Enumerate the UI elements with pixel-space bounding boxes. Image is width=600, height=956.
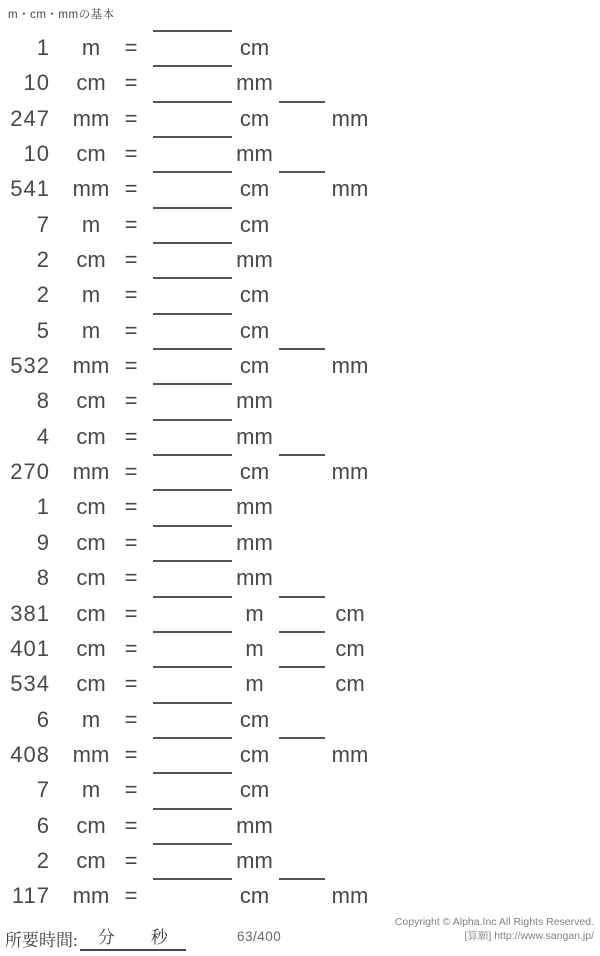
answer-line-2[interactable]: [279, 666, 325, 668]
problem-row: [0, 489, 600, 524]
problem-row: [0, 878, 600, 913]
result-unit-1: cm: [239, 282, 270, 308]
problem-value: 1: [36, 494, 50, 520]
answer-line-1[interactable]: [153, 454, 232, 456]
answer-line-1[interactable]: [153, 878, 232, 880]
equals-sign: =: [124, 70, 138, 96]
time-required-field: [5, 923, 186, 951]
problem-value: 2: [36, 282, 50, 308]
result-unit-2: mm: [331, 741, 369, 767]
equals-sign: =: [124, 141, 138, 167]
from-unit: mm: [72, 741, 110, 767]
equals-sign: =: [124, 317, 138, 343]
result-unit-1: mm: [236, 565, 273, 591]
result-unit-2: cm: [335, 635, 365, 661]
result-unit-1: m: [245, 600, 264, 626]
from-unit: cm: [76, 529, 106, 555]
from-unit: cm: [76, 141, 106, 167]
problem-row: [0, 808, 600, 843]
equals-sign: =: [124, 105, 138, 131]
answer-line-2[interactable]: [279, 171, 325, 173]
answer-line-1[interactable]: [153, 171, 232, 173]
problem-value: 534: [10, 671, 50, 697]
from-unit: m: [81, 777, 101, 803]
equals-sign: =: [124, 529, 138, 555]
answer-line-1[interactable]: [153, 772, 232, 774]
problem-value: 9: [36, 529, 50, 555]
answer-line-1[interactable]: [153, 702, 232, 704]
equals-sign: =: [124, 600, 138, 626]
problem-row: [0, 843, 600, 878]
result-unit-1: cm: [239, 353, 270, 379]
problem-row: [0, 454, 600, 489]
answer-line-1[interactable]: [153, 207, 232, 209]
result-unit-1: cm: [239, 105, 270, 131]
answer-line-1[interactable]: [153, 383, 232, 385]
answer-line-1[interactable]: [153, 136, 232, 138]
problem-value: 8: [36, 565, 50, 591]
problem-row: [0, 596, 600, 631]
from-unit: m: [81, 211, 101, 237]
equals-sign: =: [124, 423, 138, 449]
from-unit: m: [81, 706, 101, 732]
result-unit-1: cm: [239, 211, 270, 237]
time-label: 所要時間:: [5, 931, 78, 950]
equals-sign: =: [124, 883, 138, 909]
problem-row: [0, 101, 600, 136]
from-unit: cm: [76, 565, 106, 591]
problem-row: [0, 348, 600, 383]
answer-line-2[interactable]: [279, 454, 325, 456]
result-unit-1: mm: [236, 423, 273, 449]
answer-line-1[interactable]: [153, 101, 232, 103]
time-blank-line[interactable]: [80, 923, 186, 951]
problem-value: 401: [10, 635, 50, 661]
equals-sign: =: [124, 282, 138, 308]
from-unit: m: [81, 35, 101, 60]
equals-sign: =: [124, 565, 138, 591]
equals-sign: =: [124, 847, 138, 873]
result-unit-1: cm: [239, 176, 270, 202]
answer-line-2[interactable]: [279, 737, 325, 739]
answer-line-1[interactable]: [153, 489, 232, 491]
answer-line-1[interactable]: [153, 737, 232, 739]
from-unit: cm: [76, 247, 106, 273]
result-unit-1: cm: [239, 741, 270, 767]
result-unit-2: mm: [331, 353, 369, 379]
problem-row: [0, 737, 600, 772]
result-unit-1: mm: [236, 247, 273, 273]
answer-line-1[interactable]: [153, 313, 232, 315]
problem-row: [0, 383, 600, 418]
problem-value: 408: [10, 741, 50, 767]
equals-sign: =: [124, 635, 138, 661]
result-unit-2: mm: [331, 883, 369, 909]
problem-row: [0, 702, 600, 737]
page-title: m・cm・mmの基本: [8, 9, 115, 21]
problem-row: [0, 30, 600, 65]
result-unit-1: m: [245, 635, 264, 661]
equals-sign: =: [124, 35, 138, 60]
result-unit-1: cm: [239, 883, 270, 909]
answer-line-1[interactable]: [153, 808, 232, 810]
from-unit: cm: [76, 423, 106, 449]
from-unit: cm: [76, 70, 106, 96]
answer-line-1[interactable]: [153, 596, 232, 598]
answer-line-2[interactable]: [279, 348, 325, 350]
answer-line-1[interactable]: [153, 631, 232, 633]
result-unit-1: cm: [239, 35, 270, 60]
result-unit-1: mm: [236, 70, 273, 96]
copyright-text: Copyright © Alpha.Inc All Rights Reserved.: [394, 916, 594, 928]
problem-value: 7: [36, 211, 50, 237]
problem-value: 6: [36, 812, 50, 838]
answer-line-2[interactable]: [279, 631, 325, 633]
result-unit-2: mm: [331, 176, 369, 202]
problem-row: [0, 171, 600, 206]
result-unit-1: mm: [236, 847, 273, 873]
problem-row: [0, 207, 600, 242]
answer-line-1[interactable]: [153, 277, 232, 279]
from-unit: cm: [76, 635, 106, 661]
problem-value: 7: [36, 777, 50, 803]
problem-value: 2: [36, 247, 50, 273]
equals-sign: =: [124, 211, 138, 237]
answer-line-1[interactable]: [153, 65, 232, 67]
from-unit: mm: [72, 105, 110, 131]
problem-row: [0, 242, 600, 277]
from-unit: cm: [76, 671, 106, 697]
result-unit-1: m: [245, 671, 264, 697]
problem-value: 1: [36, 35, 50, 60]
result-unit-2: cm: [335, 671, 365, 697]
problem-row: [0, 136, 600, 171]
answer-line-2[interactable]: [279, 101, 325, 103]
problem-value: 10: [23, 70, 50, 96]
answer-line-1[interactable]: [153, 30, 232, 32]
answer-line-1[interactable]: [153, 419, 232, 421]
problem-value: 8: [36, 388, 50, 414]
result-unit-1: mm: [236, 141, 273, 167]
result-unit-1: mm: [236, 529, 273, 555]
result-unit-2: mm: [331, 459, 369, 485]
from-unit: m: [81, 282, 101, 308]
from-unit: m: [81, 317, 101, 343]
answer-line-1[interactable]: [153, 843, 232, 845]
from-unit: mm: [72, 883, 110, 909]
equals-sign: =: [124, 353, 138, 379]
problem-row: [0, 560, 600, 595]
from-unit: mm: [72, 459, 110, 485]
equals-sign: =: [124, 459, 138, 485]
from-unit: cm: [76, 600, 106, 626]
from-unit: mm: [72, 353, 110, 379]
problem-value: 247: [10, 105, 50, 131]
problem-row: [0, 313, 600, 348]
site-link: [算願] http://www.sangan.jp/: [464, 929, 594, 942]
problem-row: [0, 772, 600, 807]
problem-value: 10: [23, 141, 50, 167]
answer-line-1[interactable]: [153, 525, 232, 527]
answer-line-1[interactable]: [153, 242, 232, 244]
from-unit: mm: [72, 176, 110, 202]
answer-line-1[interactable]: [153, 666, 232, 668]
seconds-label: 秒: [150, 928, 168, 947]
answer-line-1[interactable]: [153, 348, 232, 350]
result-unit-1: mm: [236, 812, 273, 838]
problem-value: 2: [36, 847, 50, 873]
problem-value: 117: [11, 883, 50, 909]
page-number: 63/400: [237, 929, 282, 944]
problem-row: [0, 525, 600, 560]
answer-line-2[interactable]: [279, 878, 325, 880]
equals-sign: =: [124, 777, 138, 803]
result-unit-1: mm: [236, 494, 273, 520]
worksheet: [0, 30, 600, 914]
equals-sign: =: [124, 494, 138, 520]
from-unit: cm: [76, 847, 106, 873]
from-unit: cm: [76, 494, 106, 520]
problem-value: 270: [10, 459, 50, 485]
result-unit-1: cm: [239, 459, 270, 485]
result-unit-1: mm: [236, 388, 273, 414]
problem-row: [0, 419, 600, 454]
result-unit-1: cm: [239, 777, 270, 803]
answer-line-2[interactable]: [279, 596, 325, 598]
result-unit-1: cm: [239, 706, 270, 732]
problem-value: 381: [10, 600, 50, 626]
equals-sign: =: [124, 741, 138, 767]
problem-row: [0, 631, 600, 666]
problem-row: [0, 666, 600, 701]
equals-sign: =: [124, 388, 138, 414]
copyright-block: [395, 916, 594, 943]
problem-value: 4: [36, 423, 50, 449]
answer-line-1[interactable]: [153, 560, 232, 562]
from-unit: cm: [76, 388, 106, 414]
result-unit-2: mm: [331, 105, 369, 131]
problem-value: 541: [10, 176, 50, 202]
minutes-label: 分: [97, 928, 115, 947]
problem-value: 6: [36, 706, 50, 732]
result-unit-2: cm: [335, 600, 365, 626]
equals-sign: =: [124, 247, 138, 273]
problem-value: 5: [36, 317, 50, 343]
equals-sign: =: [124, 176, 138, 202]
problem-row: [0, 277, 600, 312]
equals-sign: =: [124, 812, 138, 838]
equals-sign: =: [124, 706, 138, 732]
equals-sign: =: [124, 671, 138, 697]
from-unit: cm: [76, 812, 106, 838]
problem-value: 532: [10, 353, 50, 379]
problem-row: [0, 65, 600, 100]
result-unit-1: cm: [239, 317, 270, 343]
